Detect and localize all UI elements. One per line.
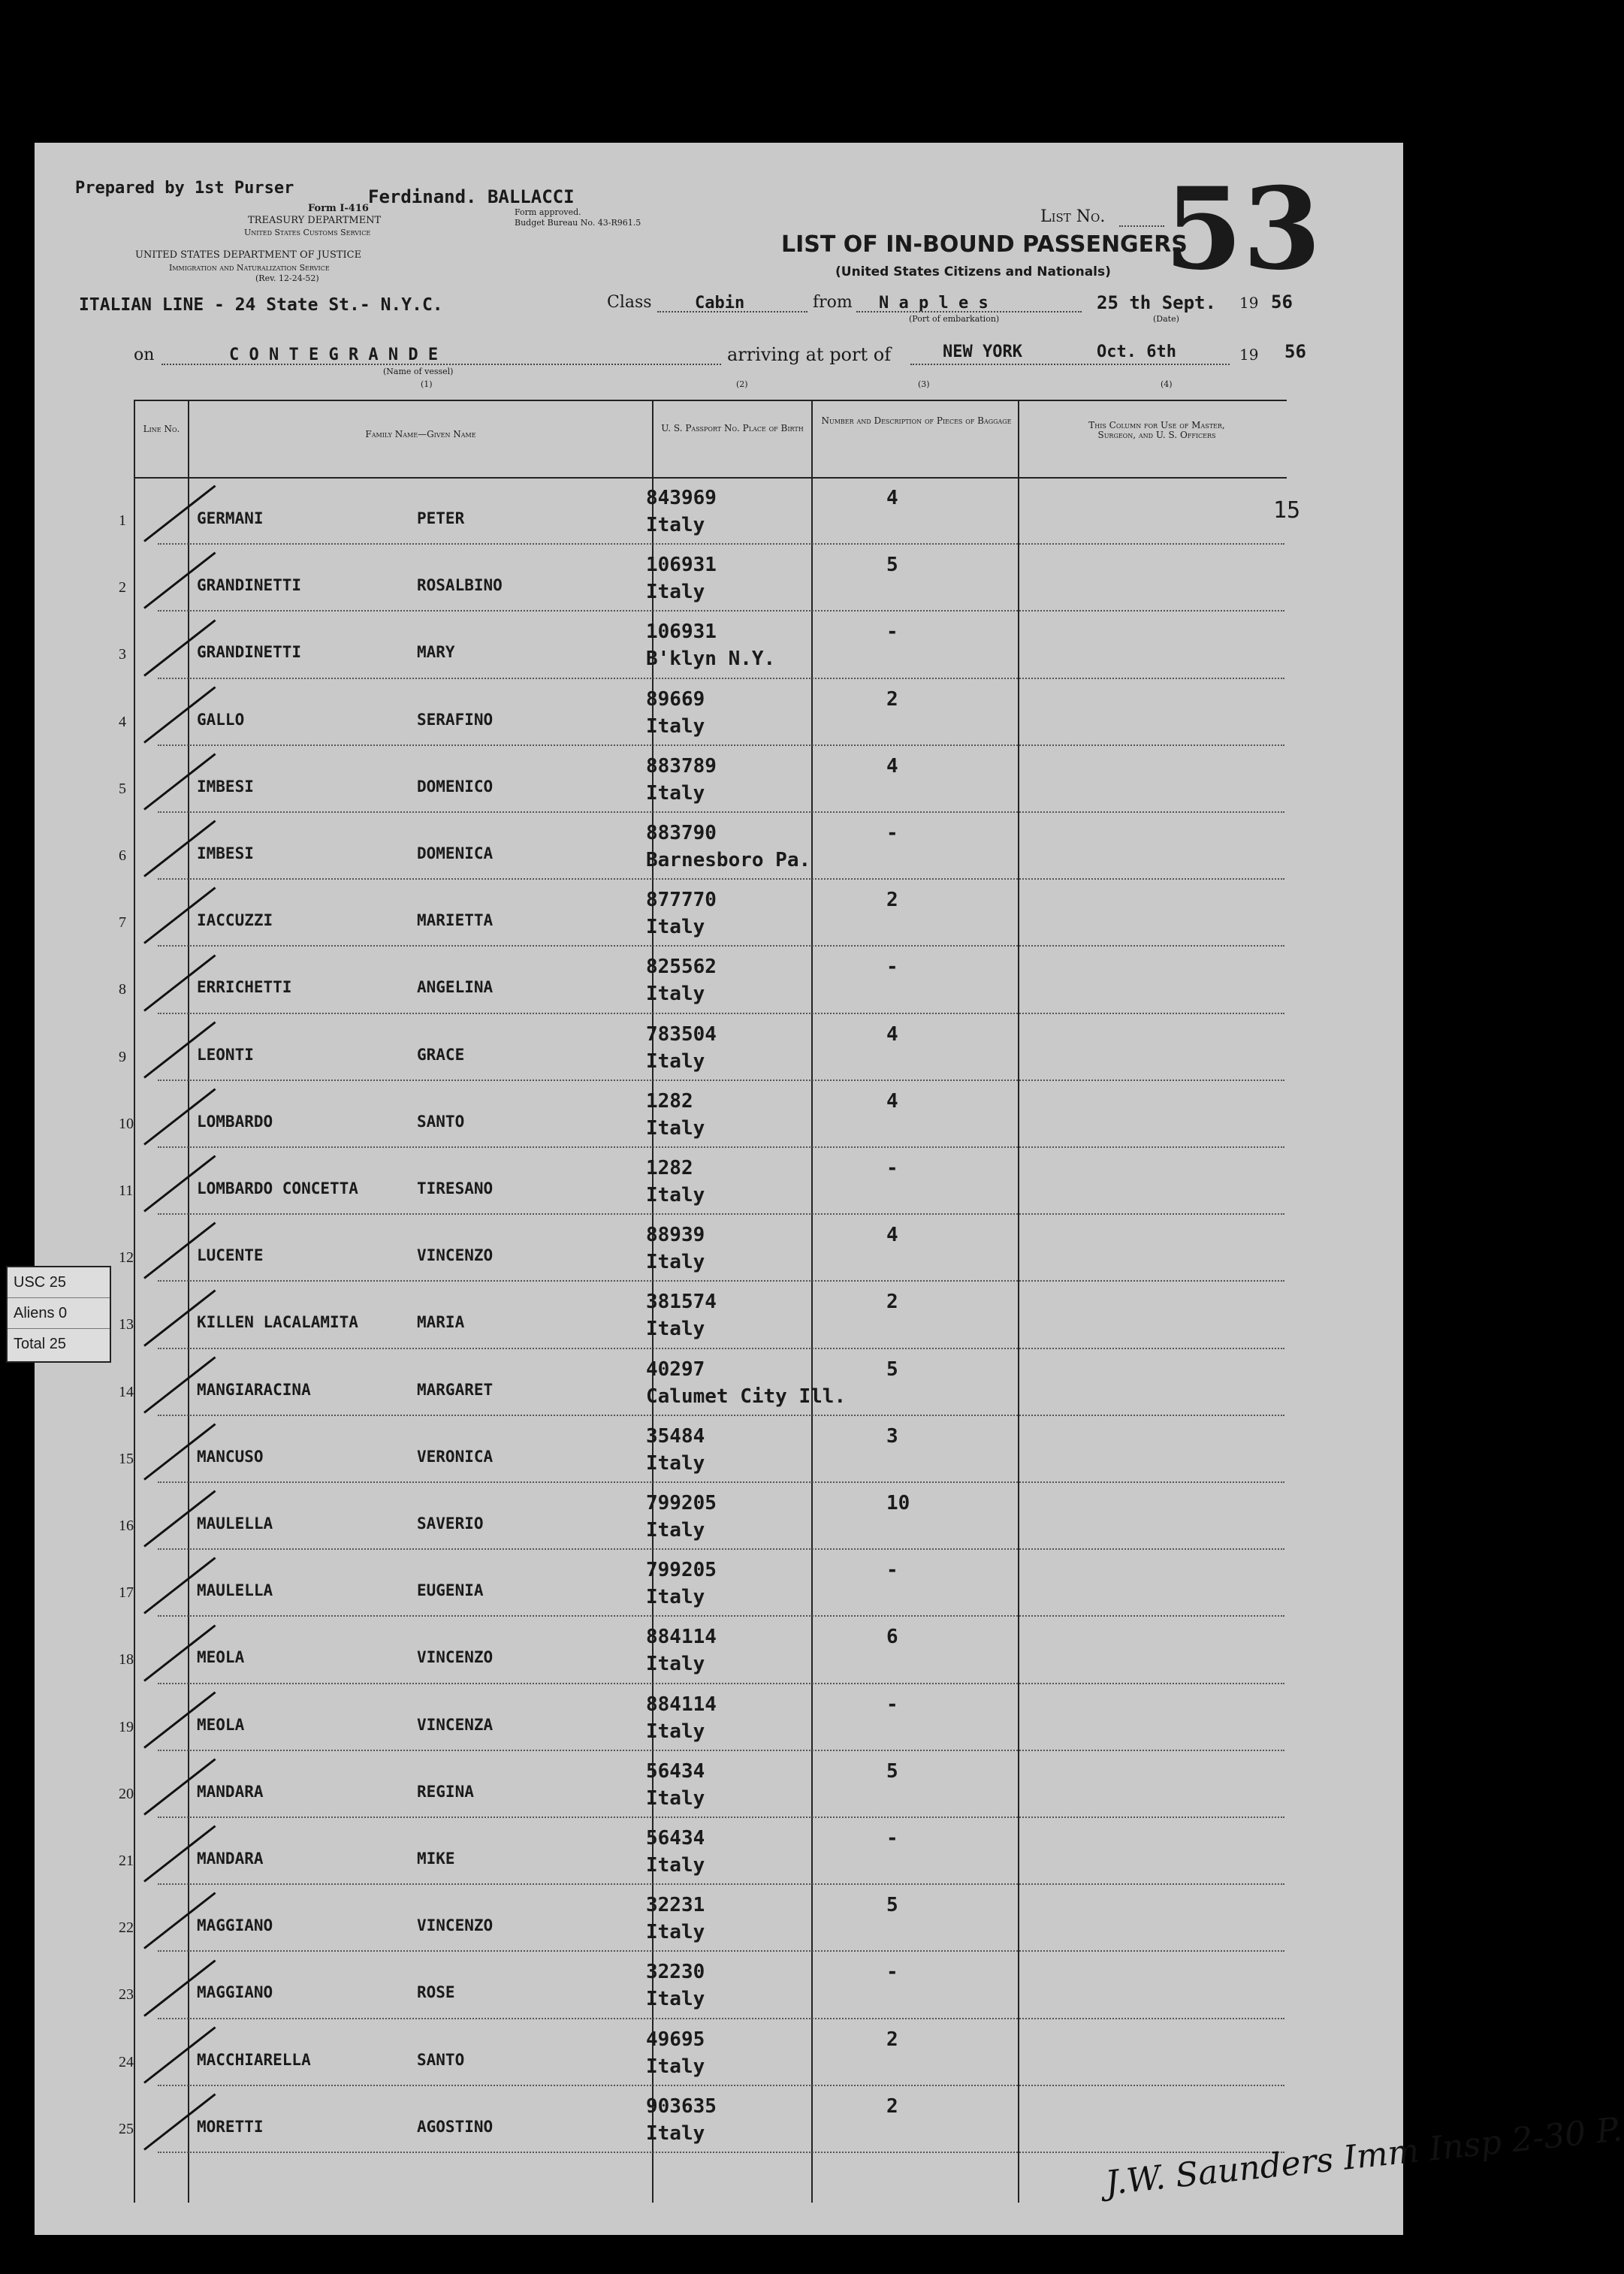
year-prefix-2: 19 [1239,346,1259,364]
baggage-count: - [886,1559,898,1582]
treasury-department: TREASURY DEPARTMENT [248,215,382,226]
col-header-officers: This Column for Use of Master, Surgeon, and U. S. Officers [1088,420,1225,440]
given-name: PETER [417,509,465,527]
given-name: ROSE [417,1983,455,2002]
list-no-dotline [1119,225,1164,227]
family-name: MANGIARACINA [197,1380,311,1399]
tally-total: Total 25 [14,1336,67,1352]
passport-number: 877770 [646,889,717,912]
line-number: 2 [119,579,126,596]
row-dotline [158,678,1284,679]
row-dotline [158,1816,1284,1818]
vessel-caption: (Name of vessel) [383,367,454,376]
given-name: MARGARET [417,1380,494,1399]
baggage-count: - [886,822,898,844]
col-header-name: Family Name—Given Name [365,429,476,439]
baggage-count: 3 [886,1424,898,1448]
given-name: VINCENZO [417,1246,494,1265]
baggage-count: 2 [886,2028,898,2051]
given-name: SANTO [417,2050,465,2069]
table-row [0,481,1369,548]
budget-bureau: Budget Bureau No. 43-R961.5 [515,218,641,228]
arrival-dotline [910,364,1230,365]
family-name: LUCENTE [197,1246,264,1265]
baggage-count: 4 [886,754,898,778]
family-name: GERMANI [197,509,264,527]
date-caption: (Date) [1153,314,1179,324]
arrival-port: NEW YORK [943,343,1022,361]
table-row [0,749,1369,816]
class-label: Class [607,293,652,312]
line-number: 20 [119,1785,134,1802]
table-row [0,2089,1369,2156]
line-number: 15 [119,1450,134,1467]
line-number: 4 [119,713,126,730]
baggage-count: 5 [886,1894,898,1917]
line-number: 21 [119,1853,134,1869]
table-row [0,1754,1369,1821]
table-row [0,1888,1369,1955]
line-number: 25 [119,2120,134,2137]
passport-number: 49695 [646,2028,705,2051]
year-prefix-1: 19 [1239,294,1259,312]
baggage-count: - [886,1693,898,1716]
given-name: VINCENZA [417,1715,494,1734]
row-dotline [158,1683,1284,1684]
family-name: MEOLA [197,1648,245,1667]
passport-number: 884114 [646,1626,717,1649]
place-of-birth: Italy [646,1786,705,1810]
line-number: 18 [119,1651,134,1669]
baggage-count: - [886,1961,898,1984]
row-dotline [158,1950,1284,1952]
row-dotline [158,1348,1284,1349]
list-title: LIST OF IN-BOUND PASSENGERS [781,231,1188,258]
table-row [0,1620,1369,1687]
row-dotline [158,610,1284,612]
passport-number: 884114 [646,1693,717,1716]
row-dotline [158,2152,1284,2153]
family-name: MANDARA [197,1850,264,1868]
family-name: KILLEN LACALAMITA [197,1313,358,1332]
row-dotline [158,1146,1284,1148]
line-number: 16 [119,1518,134,1534]
row-dotline [158,878,1284,880]
table-row [0,682,1369,749]
passport-number: 903635 [646,2094,717,2118]
table-row [0,548,1369,615]
baggage-count: 2 [886,889,898,912]
on-label: on [134,346,155,364]
row-dotline [158,1615,1284,1617]
row-dotline [158,1080,1284,1081]
passport-number: 1282 [646,1157,693,1179]
passport-number: 799205 [646,1492,717,1514]
table-row [0,1218,1369,1285]
list-subtitle: (United States Citizens and Nationals) [835,264,1111,279]
passport-number: 88939 [646,1224,705,1247]
passport-number: 32231 [646,1894,705,1917]
justice-department: UNITED STATES DEPARTMENT OF JUSTICE [135,249,362,261]
from-label: from [813,293,853,312]
baggage-count: - [886,1827,898,1850]
baggage-count: 2 [886,2094,898,2118]
given-name: SERAFINO [417,710,494,729]
given-name: AGOSTINO [417,2117,494,2136]
family-name: MEOLA [197,1715,245,1734]
form-number: Form I-416 [308,203,369,214]
place-of-birth: Italy [646,1184,705,1206]
family-name: IMBESI [197,777,254,796]
family-name: MACCHIARELLA [197,2050,311,2069]
line-number: 6 [119,847,126,864]
passport-number: 56434 [646,1827,705,1850]
line-number: 17 [119,1584,134,1602]
baggage-count: 2 [886,1291,898,1314]
passport-number: 783504 [646,1022,717,1046]
place-of-birth: Italy [646,1988,705,2011]
given-name: ANGELINA [417,978,494,997]
given-name: EUGENIA [417,1581,484,1600]
given-name: MARIA [417,1313,465,1332]
row-dotline [158,744,1284,746]
line-number: 9 [119,1048,126,1065]
line-number: 5 [119,780,126,797]
baggage-count: 2 [886,687,898,711]
given-name: DOMENICA [417,844,494,862]
line-number: 24 [119,2053,134,2070]
place-of-birth: Italy [646,1318,705,1341]
row-dotline [158,2085,1284,2086]
line-number: 14 [119,1383,134,1400]
family-name: IMBESI [197,844,254,862]
family-name: MAULELLA [197,1581,273,1600]
tally-box [6,1266,111,1363]
list-no-label: List No. [1040,207,1106,226]
place-of-birth: Italy [646,1049,705,1073]
row-dotline [158,1750,1284,1751]
table-row [0,1285,1369,1351]
baggage-count: - [886,956,898,979]
table-row [0,1486,1369,1553]
prepared-by-label: Prepared by 1st Purser [75,179,294,198]
col-header-passport: U. S. Passport No. Place of Birth [661,423,804,433]
place-of-birth: Italy [646,781,705,805]
list-number: 53 [1164,163,1321,295]
family-name: IACCUZZI [197,911,273,930]
table-row [0,615,1369,681]
baggage-count: 6 [886,1626,898,1649]
given-name: VERONICA [417,1447,494,1466]
place-of-birth: Italy [646,2121,705,2145]
inspector-signature: J.W. Saunders Imm Insp 2-30 P. [1103,2110,1624,2203]
baggage-count: 4 [886,487,898,509]
given-name: VINCENZO [417,1916,494,1935]
passport-number: 106931 [646,621,717,644]
line-number: 22 [119,1919,134,1937]
place-of-birth: Italy [646,916,705,939]
place-of-birth: Italy [646,1451,705,1475]
place-of-birth: B'klyn N.Y. [646,648,776,671]
place-of-birth: Calumet City Ill. [646,1385,847,1408]
baggage-count: 10 [886,1492,910,1514]
baggage-count: 5 [886,554,898,577]
given-name: GRACE [417,1045,465,1064]
baggage-count: - [886,1157,898,1179]
col-num-1: (1) [421,379,433,389]
passport-number: 843969 [646,487,717,509]
family-name: MANCUSO [197,1447,264,1466]
officer-note: 15 [1273,497,1301,524]
passport-number: 35484 [646,1424,705,1448]
line-number: 7 [119,914,126,932]
place-of-birth: Italy [646,983,705,1006]
family-name: MAGGIANO [197,1983,273,2002]
passport-number: 825562 [646,956,717,979]
table-row [0,1017,1369,1084]
place-of-birth: Italy [646,1720,705,1743]
tally-aliens: Aliens 0 [8,1298,110,1329]
given-name: SAVERIO [417,1514,484,1533]
immigration-service: Immigration and Naturalization Service [169,263,330,273]
passport-number: 106931 [646,554,717,577]
table-row [0,1553,1369,1620]
given-name: VINCENZO [417,1648,494,1667]
row-dotline [158,1213,1284,1215]
place-of-birth: Italy [646,1653,705,1676]
col-header-line-no: Line No. [143,424,180,434]
table-row [0,1687,1369,1754]
given-name: MARY [417,643,455,662]
place-of-birth: Italy [646,1116,705,1140]
year-suffix-2: 56 [1284,341,1306,362]
row-dotline [158,1013,1284,1014]
given-name: ROSALBINO [417,576,503,595]
given-name: MIKE [417,1850,455,1868]
from-port: N a p l e s [879,294,989,313]
family-name: LOMBARDO [197,1112,273,1131]
passport-number: 40297 [646,1357,705,1381]
line-number: 8 [119,981,126,998]
baggage-count: 4 [886,1089,898,1113]
table-row [0,1419,1369,1486]
table-row [0,2022,1369,2089]
table-row [0,1084,1369,1151]
baggage-count: 5 [886,1357,898,1381]
tally-usc: USC 25 [8,1267,110,1298]
passport-number: 381574 [646,1291,717,1314]
family-name: GALLO [197,710,245,729]
row-dotline [158,1481,1284,1483]
form-revision: (Rev. 12-24-52) [255,273,319,283]
given-name: MARIETTA [417,911,494,930]
vessel-name: C O N T E G R A N D E [229,346,439,364]
given-name: DOMENICO [417,777,494,796]
place-of-birth: Italy [646,1519,705,1542]
given-name: TIRESANO [417,1179,494,1197]
table-row [0,1352,1369,1419]
form-approved: Form approved. [515,207,581,217]
family-name: GRANDINETTI [197,643,302,662]
line-number: 13 [119,1316,134,1333]
passport-number: 56434 [646,1759,705,1783]
passport-number: 883790 [646,822,717,844]
class-value: Cabin [695,294,745,313]
family-name: LEONTI [197,1045,254,1064]
line-number: 19 [119,1718,134,1735]
table-top-rule [134,400,1287,401]
given-name: REGINA [417,1782,474,1801]
col-num-4: (4) [1161,379,1173,389]
col-num-3: (3) [918,379,930,389]
table-row [0,950,1369,1016]
family-name: MAGGIANO [197,1916,273,1935]
line-number: 11 [119,1182,134,1199]
family-name: GRANDINETTI [197,576,302,595]
place-of-birth: Italy [646,581,705,604]
passport-number: 799205 [646,1559,717,1582]
place-of-birth: Italy [646,1251,705,1274]
baggage-count: 5 [886,1759,898,1783]
year-suffix-1: 56 [1271,291,1293,313]
col-num-2: (2) [736,379,748,389]
family-name: ERRICHETTI [197,978,292,997]
line-number: 1 [119,512,126,529]
col-header-baggage: Number and Description of Pieces of Baggage [821,415,1012,426]
baggage-count: 4 [886,1224,898,1247]
passport-number: 89669 [646,687,705,711]
customs-service: United States Customs Service [244,228,371,237]
table-row [0,816,1369,883]
line-number: 12 [119,1249,134,1267]
family-name: MORETTI [197,2117,264,2136]
family-name: MANDARA [197,1782,264,1801]
baggage-count: - [886,621,898,644]
purser-name: Ferdinand. BALLACCI [368,186,575,207]
embark-date: 25 th Sept. [1097,292,1216,313]
given-name: SANTO [417,1112,465,1131]
place-of-birth: Barnesboro Pa. [646,849,811,871]
table-header-rule [134,477,1287,479]
table-row [0,1151,1369,1218]
arrival-date: Oct. 6th [1097,343,1176,361]
row-dotline [158,1548,1284,1550]
family-name: LOMBARDO CONCETTA [197,1179,358,1197]
embark-caption: (Port of embarkation) [909,314,1000,324]
row-dotline [158,1280,1284,1282]
family-name: MAULELLA [197,1514,273,1533]
line-company: ITALIAN LINE - 24 State St.- N.Y.C. [79,295,443,315]
table-row [0,883,1369,950]
row-dotline [158,1883,1284,1885]
passport-number: 883789 [646,754,717,778]
passport-number: 1282 [646,1089,693,1113]
table-row [0,1821,1369,1888]
place-of-birth: Italy [646,1586,705,1609]
place-of-birth: Italy [646,1854,705,1877]
place-of-birth: Italy [646,2055,705,2078]
row-dotline [158,543,1284,545]
line-number: 10 [119,1115,134,1132]
place-of-birth: Italy [646,514,705,536]
row-dotline [158,1415,1284,1416]
arriving-label: arriving at port of [727,344,892,365]
line-number: 3 [119,646,126,663]
line-number: 23 [119,1986,134,2004]
row-dotline [158,811,1284,813]
row-dotline [158,2018,1284,2019]
table-row [0,1955,1369,2022]
passport-number: 32230 [646,1961,705,1984]
baggage-count: 4 [886,1022,898,1046]
row-dotline [158,945,1284,947]
place-of-birth: Italy [646,714,705,738]
place-of-birth: Italy [646,1921,705,1944]
